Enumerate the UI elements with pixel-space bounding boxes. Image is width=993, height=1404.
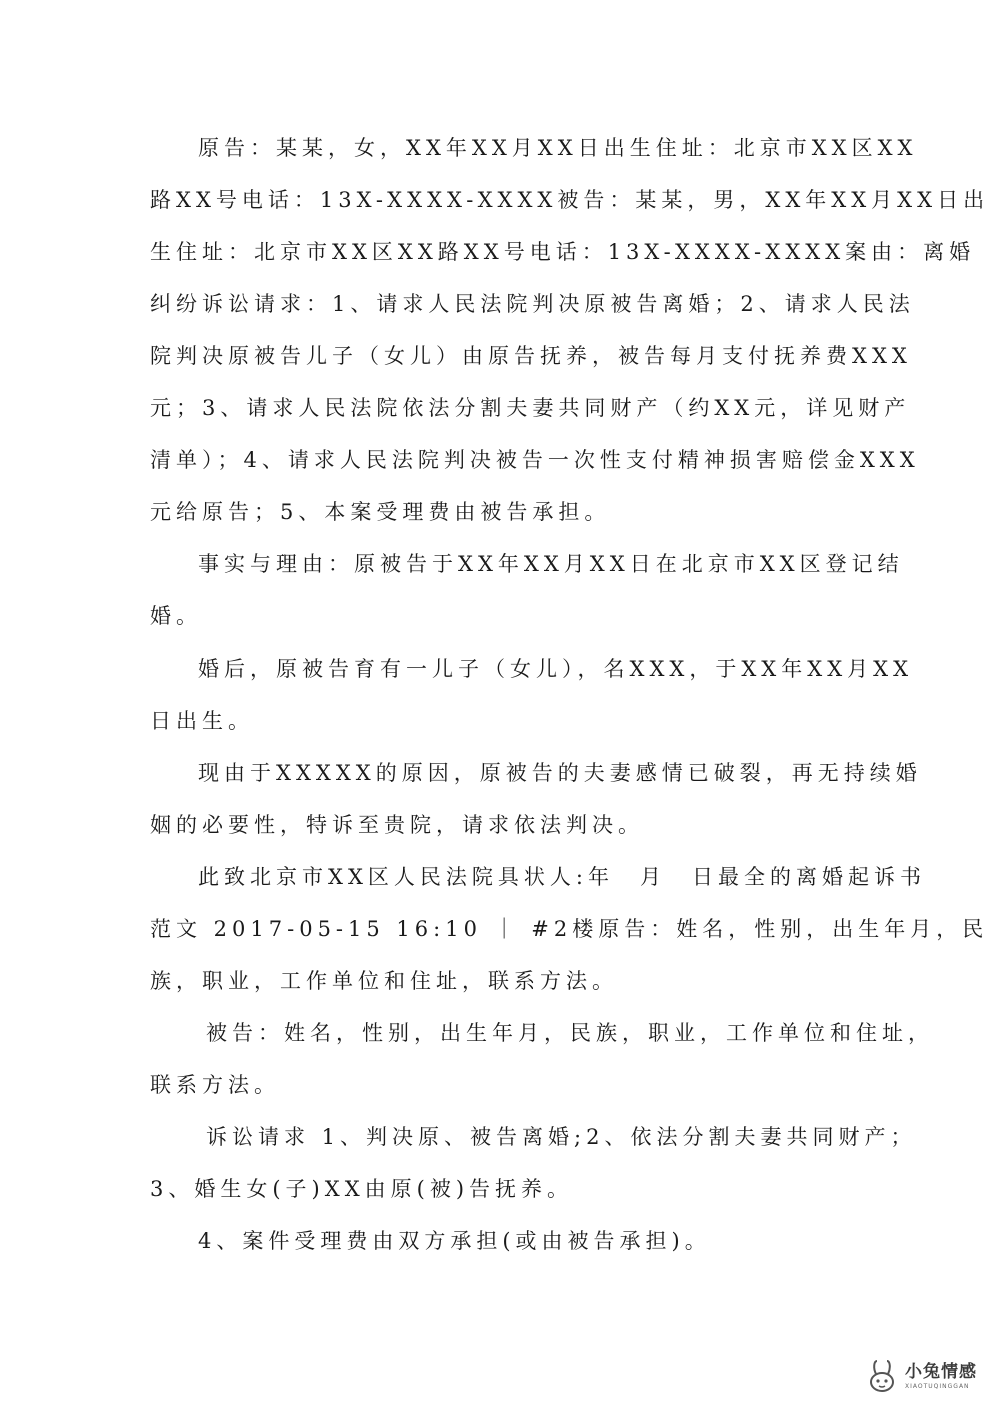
text-line: 日出生。 [150,709,254,733]
text-line: 族，职业，工作单位和住址，联系方法。 [150,969,618,993]
text-line: 现由于XXXXX的原因，原被告的夫妻感情已破裂，再无持续婚 [198,761,922,785]
text-line: 纠纷诉讼请求：1、请求人民法院判决原被告离婚；2、请求人民法 [150,292,915,316]
text-line: 生住址：北京市XX区XX路XX号电话：13X-XXXX-XXXX案由：离婚 [150,240,976,264]
text-line: 此致北京市XX区人民法院具状人:年 月 日最全的离婚起诉书 [198,865,926,889]
text-line: 清单）；4、请求人民法院判决被告一次性支付精神损害赔偿金XXX [150,448,920,472]
text-line: 3、婚生女(子)XX由原(被)告抚养。 [150,1177,574,1201]
watermark-subtitle: XIAOTUQINGGAN [905,1383,970,1390]
text-line: 院判决原被告儿子（女儿）由原告抚养，被告每月支付抚养费XXX [150,344,912,368]
text-line: 元；3、请求人民法院依法分割夫妻共同财产（约XX元，详见财产 [150,396,911,420]
text-line: 婚。 [150,604,202,628]
text-line: 姻的必要性，特诉至贵院，请求依法判决。 [150,813,644,837]
text-line: 路XX号电话：13X-XXXX-XXXX被告：某某，男，XX年XX月XX日出 [150,188,990,212]
text-line: 事实与理由：原被告于XX年XX月XX日在北京市XX区登记结 [198,552,904,576]
text-line: 联系方法。 [150,1073,280,1097]
text-line: 4、案件受理费由双方承担(或由被告承担)。 [198,1229,711,1253]
rabbit-logo-icon [865,1358,901,1396]
watermark [865,1356,983,1398]
text-line: 元给原告；5、本案受理费由被告承担。 [150,500,611,524]
text-line: 原告：某某，女，XX年XX月XX日出生住址：北京市XX区XX [198,136,918,160]
text-line: 诉讼请求 1、判决原、被告离婚;2、依法分割夫妻共同财产； [206,1125,917,1149]
text-line: 范文 2017-05-15 16:10 ｜ #2楼原告：姓名，性别，出生年月，民 [150,917,989,941]
text-line: 婚后，原被告育有一儿子（女儿），名XXX，于XX年XX月XX [198,657,914,681]
watermark-brand: 小兔情感 [905,1362,977,1382]
text-line: 被告：姓名，性别，出生年月，民族，职业，工作单位和住址， [206,1021,934,1045]
